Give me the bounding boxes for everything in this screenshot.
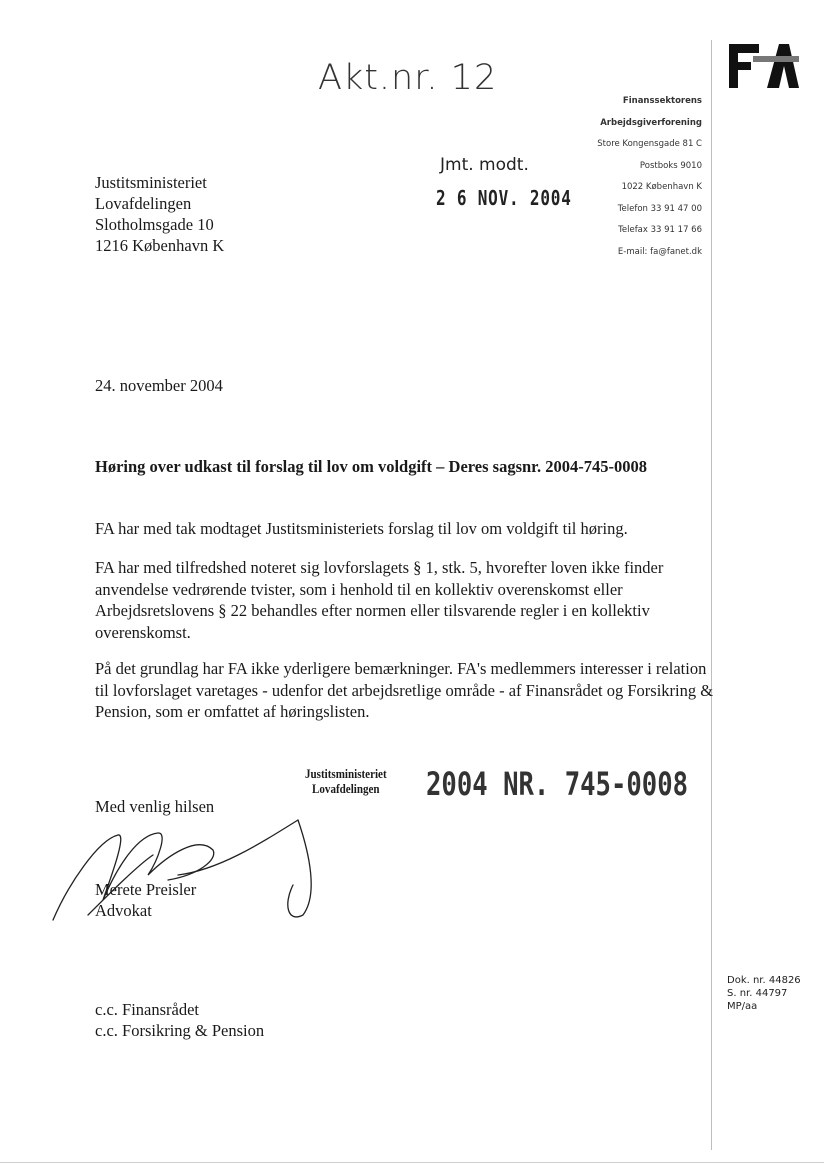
sender-po-box: Postboks 9010 <box>639 160 702 171</box>
recipient-address <box>95 172 224 256</box>
cc-item: c.c. Finansrådet <box>95 1000 200 1019</box>
sender-phone: Telefon 33 91 47 00 <box>617 203 702 214</box>
recipient-line: Slotholmsgade 10 <box>95 215 214 234</box>
body-paragraph: På det grundlag har FA ikke yderligere bemærkninger. FA's medlemmers interesser i relation til lovforslaget varetages - udenfor det arbejdsretlige område - af Finansrådet og Forsikring & Pension, som er omfattet af høringslisten. <box>95 659 714 721</box>
recipient-line: Justitsministeriet <box>95 173 207 192</box>
page-bottom-rule <box>0 1162 824 1163</box>
document-number: Dok. nr. 44826 <box>727 975 801 986</box>
received-stamp-date: 2 6 NOV. 2004 <box>436 186 572 210</box>
signer-block <box>95 879 196 921</box>
fa-logo <box>727 42 800 90</box>
received-stamp-label: Jmt. modt. <box>440 155 529 175</box>
closing-phrase: Med venlig hilsen <box>95 797 215 816</box>
registry-stamp-department: Justitsministeriet Lovafdelingen <box>305 766 387 796</box>
sender-fax: Telefax 33 91 17 66 <box>618 225 702 235</box>
letter-subject: Høring over udkast til forslag til lov om voldgift – Deres sagsnr. 2004-745-0008 <box>95 457 647 476</box>
recipient-line: 1216 København K <box>95 236 225 255</box>
body-paragraph: FA har med tak modtaget Justitsministeriets forslag til lov om voldgift til høring. <box>95 519 628 538</box>
body-paragraph: FA har med tilfredshed noteret sig lovforslagets § 1, stk. 5, hvorefter loven ikke finder anvendelse vedrørende tvister, som i henhold til en kollektiv overenskomst eller Arbejdsretslovens § 22 behandles efter normen eller tilsvarende regler i en kollektiv overenskomst. <box>95 558 664 642</box>
sender-address-block <box>597 95 702 267</box>
signer-title: Advokat <box>95 901 152 920</box>
letter-date: 24. november 2004 <box>95 376 223 395</box>
recipient-line: Lovafdelingen <box>95 194 192 213</box>
sender-email: E-mail: fa@fanet.dk <box>617 246 702 257</box>
cc-list <box>95 999 264 1041</box>
sender-name-line2: Arbejdsgiverforening <box>600 117 702 128</box>
case-number: S. nr. 44797 <box>727 988 788 999</box>
cc-item: c.c. Forsikring & Pension <box>95 1021 265 1040</box>
sender-city: 1022 København K <box>621 182 702 192</box>
handwritten-file-number: Akt.nr. 12 <box>318 58 498 98</box>
sender-street: Store Kongensgade 81 C <box>597 139 702 149</box>
sender-name-line1: Finanssektorens <box>622 96 702 106</box>
signer-name: Merete Preisler <box>95 880 197 899</box>
registry-stamp-number: 2004 NR. 745-0008 <box>426 765 689 803</box>
initials: MP/aa <box>727 1001 758 1012</box>
document-reference <box>727 974 801 1013</box>
